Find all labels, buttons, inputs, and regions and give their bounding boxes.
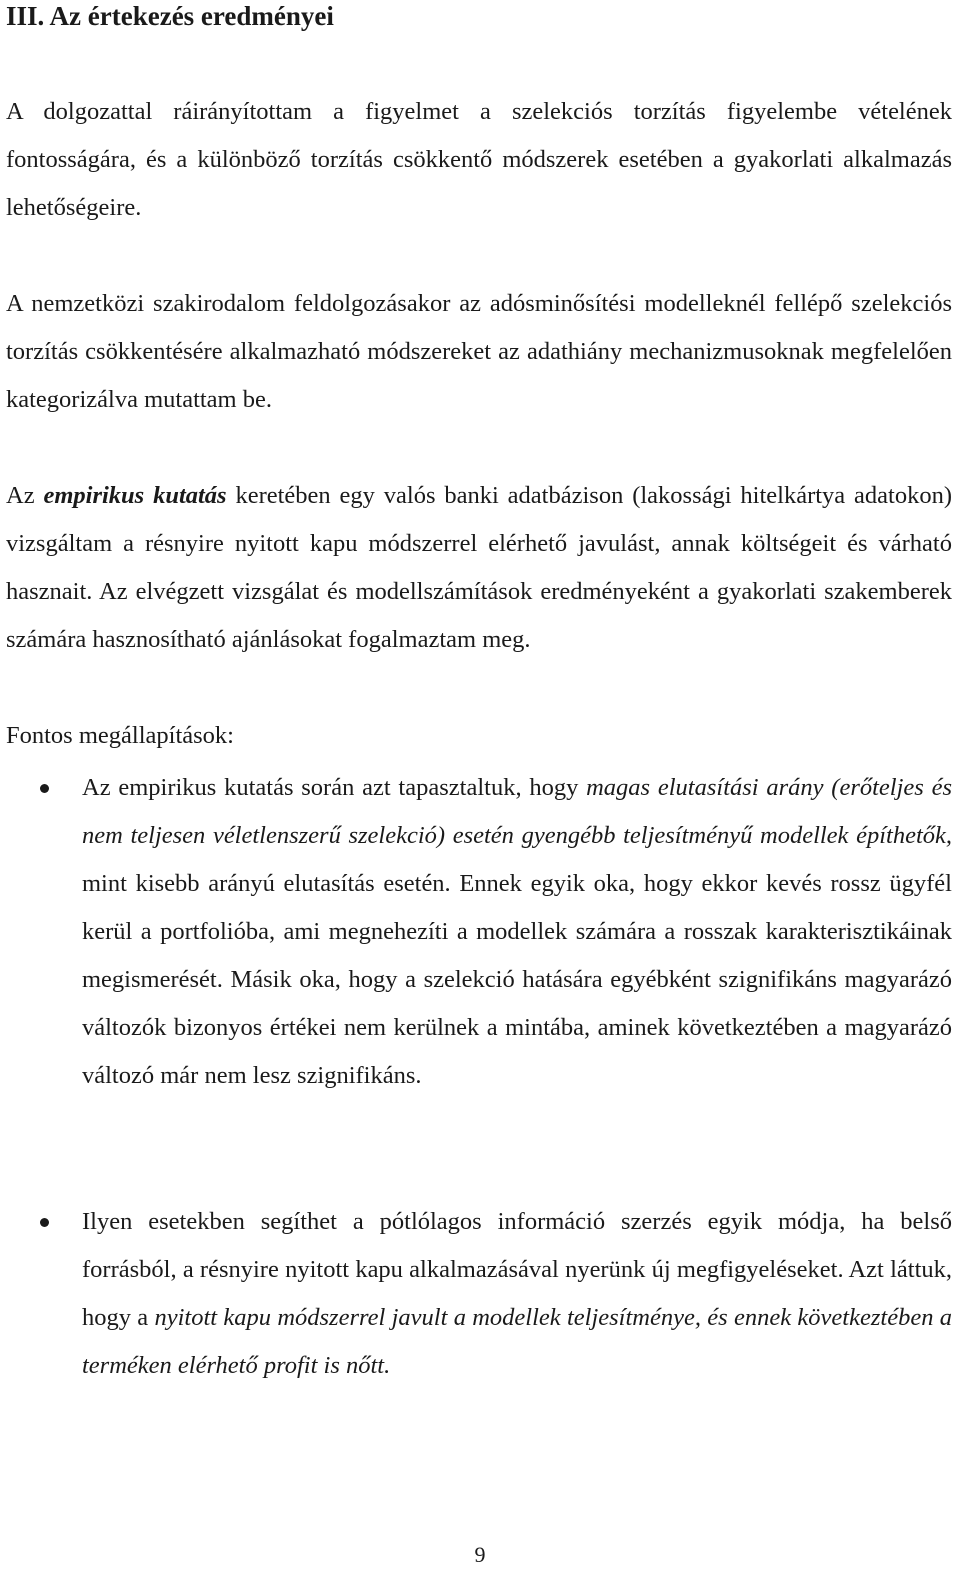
paragraph-empirical-before: Az	[6, 482, 44, 509]
bullet-dot-icon	[40, 784, 49, 793]
finding-1-italic: magas elutasítási arány (erőteljes és nem teljesen véletlenszerű szelekció) esetén gyengébb teljesítményű modellek építhetők,	[82, 774, 952, 849]
findings-label: Fontos megállapítások:	[6, 722, 234, 749]
paragraph-empirical-after: keretében egy valós banki adatbázison (lakossági hitelkártya adatokon) vizsgáltam a résnyire nyitott kapu módszerrel elérhető javulást, annak költségeit és várható hasznait. Az elvégzett vizsgálat és modellszámítások eredményeként a gyakorlati szakemberek számára hasznosítható ajánlásokat fogalmaztam meg.	[6, 482, 952, 653]
finding-1-after: mint kisebb arányú elutasítás esetén. Ennek egyik oka, hogy ekkor kevés rossz ügyfél kerül a portfolióba, ami megnehezíti a modellek számára a rosszak karakterisztikáinak megismerését. Másik oka, hogy a szelekció hatására egyébként szignifikáns magyarázó változók bizonyos értékei nem kerülnek a mintába, aminek következtében a magyarázó változó már nem lesz szignifikáns.	[82, 870, 952, 1089]
paragraph-intro: A dolgozattal ráirányítottam a figyelmet a szelekciós torzítás figyelembe vételének fontosságára, és a különböző torzítás csökkentő módszerek esetében a gyakorlati alkalmazás lehetőségeire.	[6, 98, 952, 221]
paragraph-literature: A nemzetközi szakirodalom feldolgozásakor az adósminősítési modelleknél fellépő szelekciós torzítás csökkentésére alkalmazható módszereket az adathiány mechanizmusoknak megfelelően kategorizálva mutattam be.	[6, 290, 952, 413]
section-heading: III. Az értekezés eredményei	[6, 1, 334, 31]
paragraph-empirical	[6, 472, 952, 664]
finding-2-before: Ilyen esetekben segíthet a pótlólagos információ szerzés egyik módja, ha belső forrásból, a résnyire nyitott kapu alkalmazásával nyerünk új megfigyeléseket. Azt láttuk, hogy a	[82, 1208, 952, 1331]
paragraph-empirical-emphasis: empirikus kutatás	[43, 482, 227, 509]
finding-bullet-2-text	[82, 1198, 952, 1390]
bullet-dot-icon	[40, 1218, 49, 1227]
finding-bullet-1-text	[82, 764, 952, 1100]
finding-2-italic: nyitott kapu módszerrel javult a modellek teljesítménye, és ennek következtében a terméken elérhető profit is nőtt.	[82, 1304, 952, 1379]
page-number: 9	[474, 1542, 486, 1567]
finding-1-before: Az empirikus kutatás során azt tapasztaltuk, hogy	[82, 774, 587, 801]
